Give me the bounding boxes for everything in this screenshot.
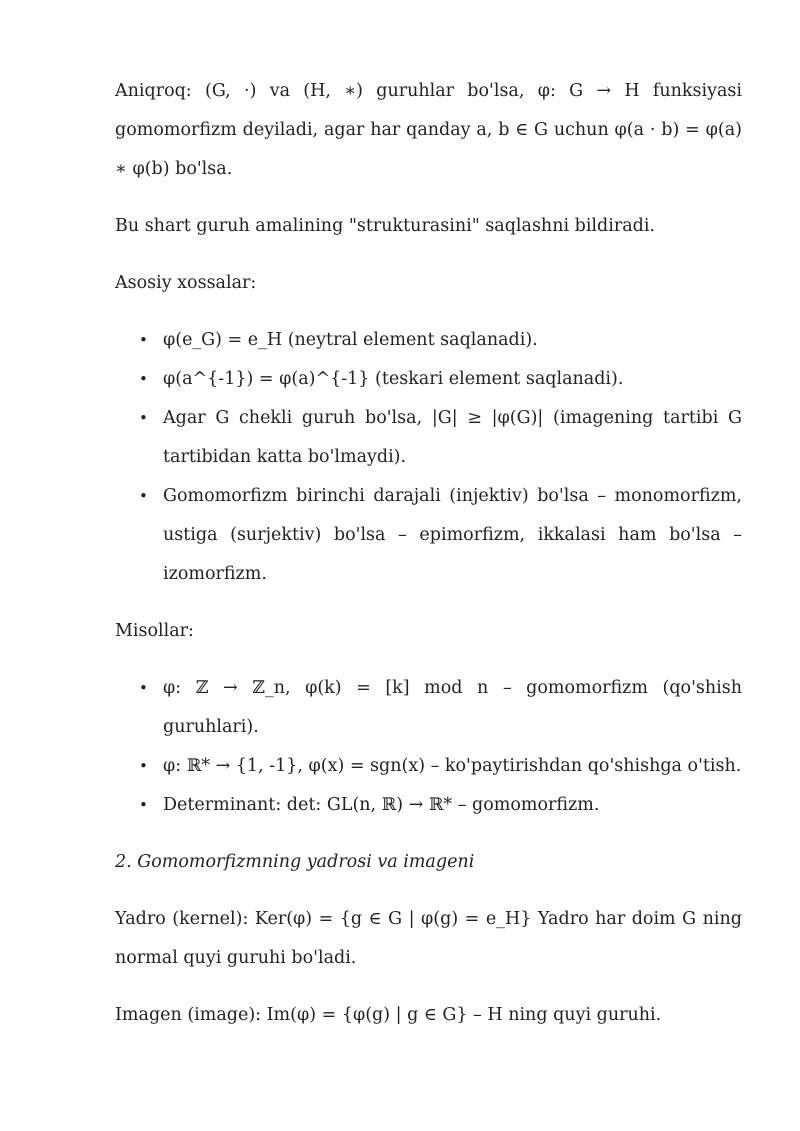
list-item: • Agar G chekli guruh bo'lsa, |G| ≥ |φ(G)| (imagening tartibi G tartibidan katta bo'lmaydi).	[163, 399, 742, 477]
list-item: • φ: ℝ* → {1, -1}, φ(x) = sgn(x) – ko'paytirishdan qo'shishga o'tish.	[163, 747, 742, 786]
document-page	[115, 72, 742, 1053]
properties-list	[115, 321, 742, 594]
intro-paragraph: Aniqroq: (G, ·) va (H, ∗) guruhlar bo'lsa, φ: G → H funksiyasi gomomorfizm deyiladi, agar har qanday a, b ∈ G uchun φ(a · b) = φ(a) ∗ φ(b) bo'lsa.	[115, 81, 742, 179]
list-item: • Gomomorfizm birinchi darajali (injektiv) bo'lsa – monomorfizm, ustiga (surjektiv) bo'lsa – epimorfizm, ikkalasi ham bo'lsa – izomorfizm.	[163, 477, 742, 594]
list-item: • Determinant: det: GL(n, ℝ) → ℝ* – gomomorfizm.	[163, 786, 742, 825]
image-paragraph: Imagen (image): Im(φ) = {φ(g) | g ∈ G} – H ning quyi guruhi.	[115, 1005, 662, 1025]
list-item: • φ: ℤ → ℤ_n, φ(k) = [k] mod n – gomomorfizm (qo'shish guruhlari).	[163, 669, 742, 747]
properties-label: Asosiy xossalar:	[115, 273, 257, 293]
section-heading: 2. Gomomorfizmning yadrosi va imageni	[115, 852, 475, 872]
list-item: • φ(e_G) = e_H (neytral element saqlanadi).	[163, 321, 742, 360]
examples-list	[115, 669, 742, 825]
kernel-paragraph: Yadro (kernel): Ker(φ) = {g ∈ G | φ(g) = e_H} Yadro har doim G ning normal quyi guruhi bo'ladi.	[115, 909, 742, 968]
structure-note: Bu shart guruh amalining "strukturasini" saqlashni bildiradi.	[115, 216, 655, 236]
list-item: • φ(a^{-1}) = φ(a)^{-1} (teskari element saqlanadi).	[163, 360, 742, 399]
examples-label: Misollar:	[115, 621, 194, 641]
